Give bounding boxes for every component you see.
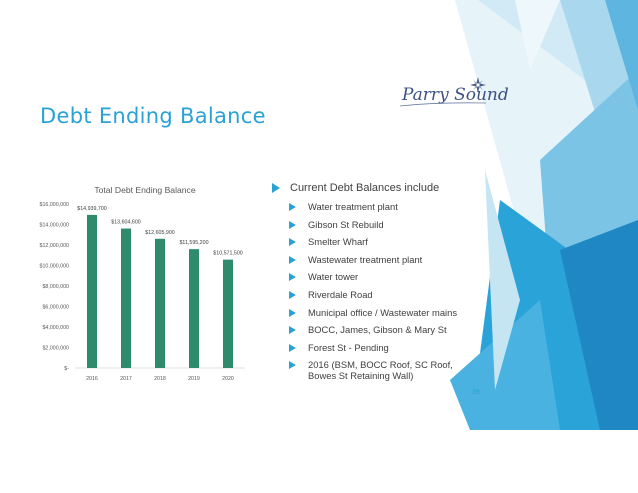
data-label: $11,595,200 bbox=[179, 240, 209, 247]
arrow-bullet-icon bbox=[289, 291, 296, 299]
y-tick-label: $- bbox=[64, 366, 69, 372]
y-tick-label: $14,000,000 bbox=[39, 222, 69, 229]
list-item bbox=[289, 255, 472, 265]
debt-bar-chart bbox=[40, 180, 260, 390]
x-tick-label: 2020 bbox=[222, 376, 234, 382]
list-item bbox=[289, 343, 472, 353]
arrow-bullet-icon bbox=[289, 221, 296, 229]
data-label: $12,605,900 bbox=[145, 229, 175, 236]
y-tick-label: $10,000,000 bbox=[39, 263, 69, 270]
arrow-bullet-icon bbox=[289, 361, 296, 369]
chart-title: Total Debt Ending Balance bbox=[94, 185, 196, 195]
arrow-bullet-icon bbox=[289, 273, 296, 281]
list-item-text: Gibson St Rebuild bbox=[308, 218, 384, 230]
bar bbox=[189, 249, 199, 368]
arrow-bullet-icon bbox=[289, 238, 296, 246]
list-item-text: Water treatment plant bbox=[308, 201, 398, 212]
list-item bbox=[289, 308, 472, 318]
x-tick-label: 2016 bbox=[86, 376, 98, 382]
data-label: $14,939,700 bbox=[77, 205, 107, 212]
list-item bbox=[289, 237, 472, 247]
bar bbox=[155, 239, 165, 368]
data-label: $10,571,500 bbox=[213, 250, 243, 257]
arrow-bullet-icon bbox=[289, 309, 296, 317]
list-item bbox=[289, 202, 472, 212]
x-tick-label: 2018 bbox=[154, 376, 166, 382]
list-item-text: Riverdale Road bbox=[308, 288, 373, 300]
list-item bbox=[289, 325, 472, 335]
list-item bbox=[289, 220, 472, 230]
data-label: $13,604,600 bbox=[111, 219, 141, 226]
page-number: 39 bbox=[472, 389, 480, 396]
list-item-text-line2: Bowes St Retaining Wall) bbox=[308, 369, 414, 381]
list-item bbox=[289, 272, 472, 282]
list-item-text: Wastewater treatment plant bbox=[308, 253, 423, 265]
x-tick-label: 2017 bbox=[120, 376, 132, 382]
list-item-text: BOCC, James, Gibson & Mary St bbox=[308, 324, 447, 336]
svg-text:Parry Sound: Parry Sound bbox=[402, 85, 509, 105]
y-tick-label: $8,000,000 bbox=[42, 284, 69, 290]
bar bbox=[87, 215, 97, 368]
list-item-text: Water tower bbox=[308, 271, 359, 283]
arrow-bullet-icon bbox=[289, 203, 296, 211]
list-item bbox=[289, 290, 472, 300]
list-item-text: Forest St - Pending bbox=[308, 341, 389, 353]
bullet-heading-text: Current Debt Balances include bbox=[290, 182, 440, 194]
bar bbox=[121, 229, 131, 368]
parry-sound-logo bbox=[398, 76, 509, 110]
y-tick-label: $16,000,000 bbox=[39, 202, 69, 208]
arrow-bullet-icon bbox=[272, 183, 280, 193]
y-tick-label: $6,000,000 bbox=[42, 304, 69, 311]
y-tick-label: $2,000,000 bbox=[42, 345, 69, 352]
list-item-text: Smelter Wharf bbox=[308, 236, 368, 248]
arrow-bullet-icon bbox=[289, 256, 296, 264]
arrow-bullet-icon bbox=[289, 326, 296, 334]
x-tick-label: 2019 bbox=[188, 376, 200, 382]
list-item-text: Municipal office / Wastewater mains bbox=[308, 306, 458, 318]
y-tick-label: $12,000,000 bbox=[39, 243, 69, 249]
page-title: Debt Ending Balance bbox=[40, 104, 266, 128]
list-item-text: 2016 (BSM, BOCC Roof, SC Roof, bbox=[308, 359, 453, 371]
bar bbox=[223, 260, 233, 368]
list-item bbox=[289, 360, 472, 380]
y-tick-label: $4,000,000 bbox=[42, 325, 69, 331]
arrow-bullet-icon bbox=[289, 344, 296, 352]
bullet-list bbox=[272, 182, 472, 388]
bullet-heading bbox=[272, 182, 472, 194]
